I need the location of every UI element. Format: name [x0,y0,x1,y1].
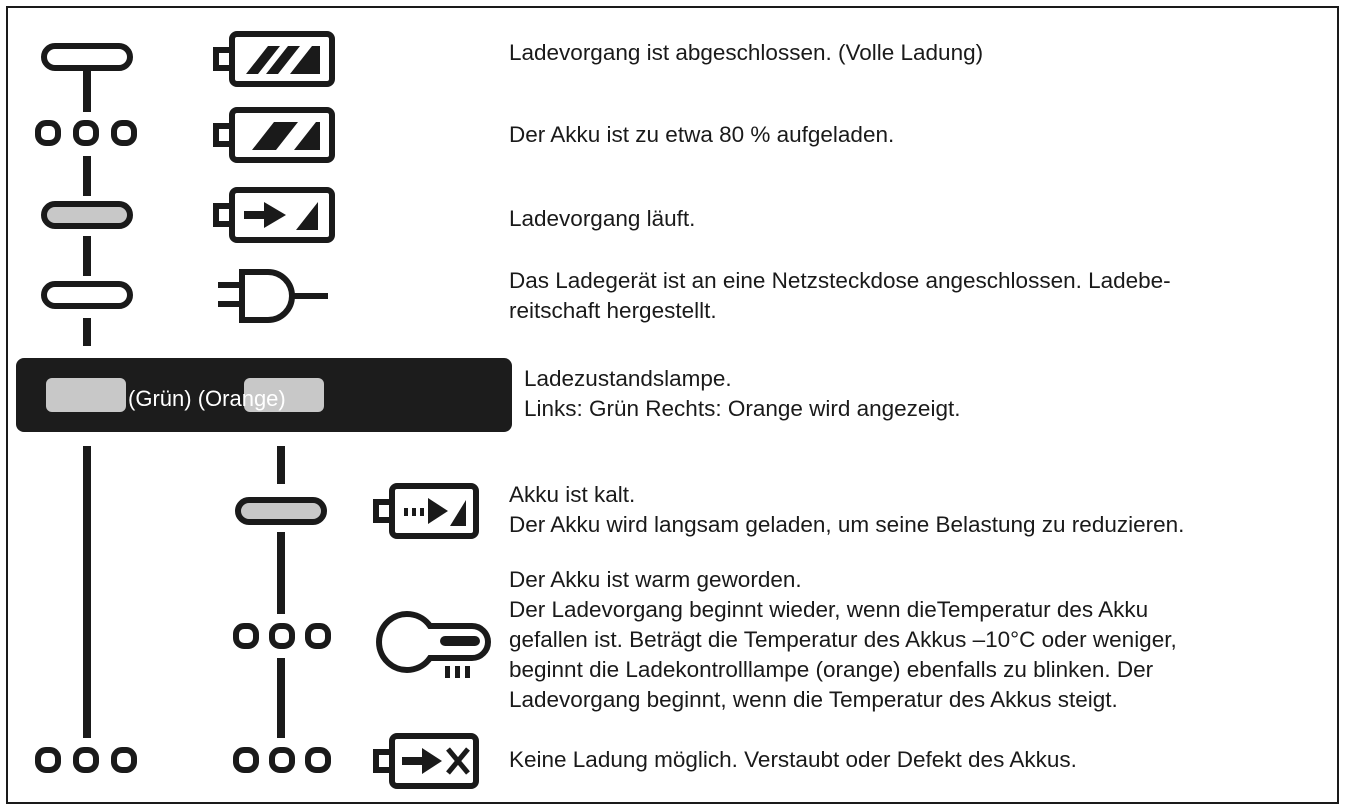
row-text-full: Ladevorgang ist abgeschlossen. (Volle Ladung) [509,40,984,65]
plug-icon [218,272,328,320]
lamp-bar-label [128,384,286,414]
lamp-blink-indicator [38,123,134,143]
row-text-charging: Ladevorgang läuft. [509,206,696,231]
lamp-gray-indicator [44,204,130,226]
green-lamp-swatch [46,378,126,412]
battery-full-icon [216,34,332,84]
lamp-on-indicator [44,46,130,68]
row-text-connected: Das Ladegerät ist an eine Netzsteckdose angeschlossen. Ladebe- reitschaft hergestellt. [509,268,1171,323]
battery-charging-icon [216,190,332,240]
lamp-blink-indicator [236,750,328,770]
row-text-warm: Der Akku ist warm geworden. Der Ladevorgang beginnt wieder, wenn dieTemperatur des Akku gefallen ist. Beträgt die Temperatur des Akkus –10°C oder weniger, beginnt die Ladekontrolllampe (orange) ebenfalls zu blinken. Der Ladevorgang beginnt, wenn die Temperatur des Akkus steigt. [509,567,1177,712]
battery-80-icon [216,110,332,160]
lamp-blink-indicator [236,626,328,646]
battery-cold-icon [376,486,476,536]
lamp-gray-indicator [238,500,324,522]
thermometer-icon [379,614,488,678]
lamp-blink-indicator [38,750,134,770]
battery-error-icon [376,736,476,786]
orange-label: (Orange) [197,386,286,411]
row-text-eighty: Der Akku ist zu etwa 80 % aufgeladen. [509,122,895,147]
lamp-on-indicator [44,284,130,306]
row-text-cold: Akku ist kalt. Der Akku wird langsam geladen, um seine Belastung zu reduzieren. [509,482,1185,537]
green-label: (Grün) [128,386,192,411]
row-text-error: Keine Ladung möglich. Verstaubt oder Defekt des Akkus. [509,747,1077,772]
row-text-lamp: Ladezustandslampe. Links: Grün Rechts: Orange wird angezeigt. [524,366,961,421]
